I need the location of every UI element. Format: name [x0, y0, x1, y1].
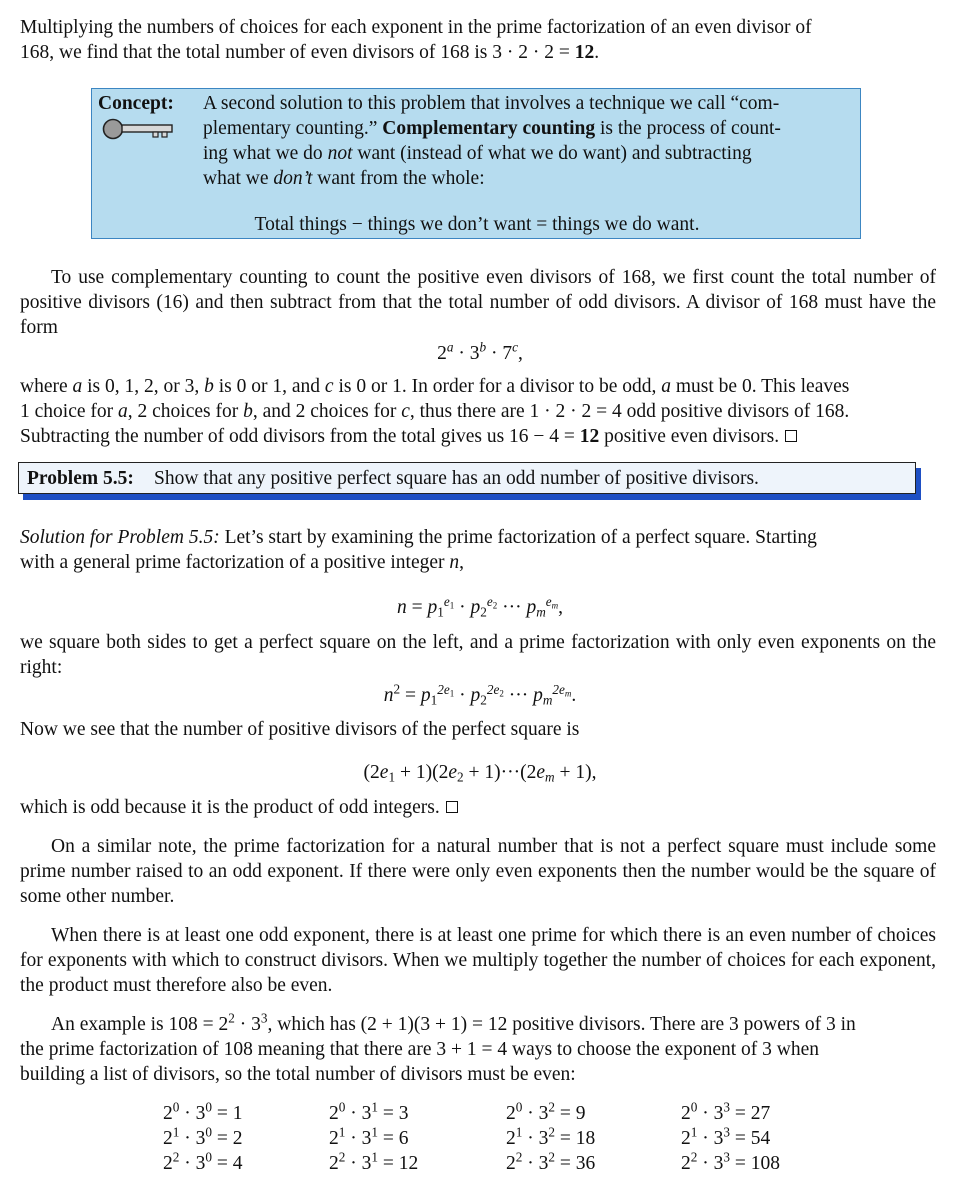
t-eq: =	[555, 1128, 576, 1149]
para1-line-2: number of positive divisors (16) and then subtract from that the total number of odd divisors. A divisor	[20, 267, 937, 313]
t-base3: 3	[361, 1103, 372, 1124]
df-exp-c: c	[512, 339, 518, 355]
t-base2: 2	[506, 1103, 516, 1124]
t-base3: 3	[195, 1128, 206, 1149]
solution-line-2	[20, 550, 936, 575]
table-cell	[681, 1151, 780, 1176]
concept-term: Complementary counting	[382, 118, 596, 139]
t-exp-a: 1	[515, 1124, 523, 1140]
eqn-p2: p	[470, 597, 481, 618]
para6-line-3: number would be the square of some other number.	[20, 861, 937, 907]
solution-var-n: n	[449, 552, 460, 573]
t-eq: =	[378, 1153, 399, 1174]
t-exp-b: 2	[548, 1124, 555, 1140]
eqn-end: ,	[558, 597, 564, 618]
p8-exp2: 3	[260, 1010, 268, 1026]
solution-paragraph	[20, 525, 936, 575]
solution-line-1-text: Let’s start by examining the prime factorization of a perfect square. Starting	[219, 527, 817, 548]
para1-line-1: To use complementary counting to count the positive even divisors of 168, we first count the total	[51, 267, 847, 288]
t-base3: 3	[538, 1103, 549, 1124]
t-base2: 2	[506, 1128, 516, 1149]
t-dot: ·	[345, 1128, 362, 1149]
t-dot: ·	[697, 1153, 714, 1174]
eqn-e1s: 1	[449, 599, 455, 610]
t-value: 1	[232, 1103, 243, 1124]
t-base3: 3	[538, 1128, 549, 1149]
divisor-count-intro: Now we see that the number of positive divisors of the perfect square is	[20, 719, 580, 740]
t-value: 108	[750, 1153, 780, 1174]
table-column-1	[163, 1101, 243, 1176]
t-dot: ·	[522, 1103, 539, 1124]
para8-line-2: the prime factorization of 108 meaning that there are 3 + 1 = 4 ways to choose the exponent of 3 when	[20, 1039, 820, 1060]
t-exp-b: 1	[371, 1099, 378, 1115]
t-dot: ·	[179, 1153, 196, 1174]
t-eq: =	[730, 1128, 751, 1149]
p2-t11: positive even divisors.	[599, 426, 780, 447]
eq2-dots: ···	[508, 685, 529, 706]
t-base3: 3	[538, 1153, 549, 1174]
eq2-pow: 2	[393, 681, 401, 697]
t-exp-a: 1	[172, 1124, 180, 1140]
p2-t5: must be 0. This leaves	[670, 376, 850, 397]
concept-emph-dont: don’t	[273, 168, 313, 189]
eqp-e1: e	[379, 762, 389, 783]
df-comma: ,	[518, 343, 523, 364]
qed-icon-2	[446, 801, 458, 813]
intro-result: 12	[574, 42, 595, 63]
p2-t3: is 0 or 1, and	[213, 376, 325, 397]
para1-line-3: of 168 must have the form	[20, 292, 936, 338]
t-exp-a: 2	[515, 1149, 523, 1165]
eq2-p1: p	[420, 685, 431, 706]
eqn-dots: ···	[502, 597, 522, 618]
para5-text: which is odd because it is the product of odd integers.	[20, 797, 440, 818]
intro-line-2: 168, we find that the total number of even divisors of 168 is 3 · 2 · 2 = 12.	[20, 42, 600, 63]
p2-t7: , 2 choices for	[127, 401, 244, 422]
t-eq: =	[212, 1153, 233, 1174]
p2-t8: , and 2 choices for	[252, 401, 402, 422]
t-eq: =	[555, 1153, 576, 1174]
t-base3: 3	[361, 1153, 372, 1174]
concept-line-2b: is the process of count-	[595, 118, 781, 139]
eq2-e1s: 1	[449, 687, 455, 698]
problem-box	[18, 462, 916, 494]
t-eq: =	[378, 1103, 399, 1124]
concept-text	[203, 91, 855, 191]
concept-box	[91, 88, 861, 239]
t-exp-b: 0	[205, 1099, 212, 1115]
p2-t1: where	[20, 376, 73, 397]
table-cell	[681, 1126, 780, 1151]
para6-line-2: include some prime number raised to an odd exponent. If there were only even exponents then the	[20, 836, 936, 882]
df-base-2: 2	[437, 343, 447, 364]
concept-line-2a: plementary counting.”	[203, 118, 383, 139]
eq2-p2: p	[470, 685, 481, 706]
eqn-e2: e	[486, 593, 493, 609]
t-exp-a: 0	[515, 1099, 523, 1115]
problem-label: Problem 5.5:	[27, 468, 134, 489]
t-exp-a: 0	[338, 1099, 346, 1115]
t-value: 12	[398, 1153, 419, 1174]
t-base3: 3	[713, 1128, 724, 1149]
concept-equation: Total things − things we don’t want = things we do want.	[254, 214, 700, 235]
t-base3: 3	[195, 1153, 206, 1174]
para2-line-1	[20, 374, 936, 399]
intro-line-2-text: 168, we find that the total number of even divisors of 168 is 3 · 2 · 2 =	[20, 42, 575, 63]
t-exp-a: 0	[690, 1099, 698, 1115]
t-base2: 2	[681, 1128, 691, 1149]
t-dot: ·	[522, 1128, 539, 1149]
concept-line-2	[203, 116, 855, 141]
eqp-t5: + 1),	[554, 762, 597, 783]
p2-t6: 1 choice for	[20, 401, 118, 422]
df-base-3: 3	[469, 343, 480, 364]
t-exp-a: 2	[690, 1149, 698, 1165]
eqn-em: e	[545, 593, 552, 609]
df-exp-a: a	[446, 339, 454, 355]
eqn-s1: 1	[437, 604, 444, 620]
intro-paragraph	[20, 15, 936, 65]
t-eq: =	[212, 1128, 233, 1149]
concept-line-1: A second solution to this problem that involves a technique we call “com-	[203, 93, 780, 114]
p2-t10: Subtracting the number of odd divisors from the total gives us 16 − 4 =	[20, 426, 580, 447]
t-value: 2	[232, 1128, 243, 1149]
solution-label: Solution for Problem 5.5:	[20, 527, 220, 548]
para7-line-2: of choices for exponents with which to construct divisors. When we multiply together the number of	[20, 925, 937, 971]
divisor-form-equation	[0, 341, 960, 366]
df-dot-1: ·	[453, 343, 470, 364]
para2-line-2	[20, 399, 936, 424]
p2-t2: is 0, 1, 2, or 3,	[82, 376, 205, 397]
solution-line-2-text: with a general prime factorization of a positive integer	[20, 552, 450, 573]
table-cell	[506, 1126, 595, 1151]
t-exp-b: 1	[371, 1149, 378, 1165]
t-value: 9	[575, 1103, 586, 1124]
table-cell	[681, 1101, 780, 1126]
table-column-3	[506, 1101, 595, 1176]
para6-line-1: On a similar note, the prime factorization for a natural number that is not a perfect square must	[51, 836, 824, 857]
t-dot: ·	[522, 1153, 539, 1174]
t-dot: ·	[697, 1128, 714, 1149]
t-exp-b: 3	[723, 1099, 730, 1115]
t-exp-b: 3	[723, 1124, 730, 1140]
t-exp-b: 1	[371, 1124, 378, 1140]
t-exp-a: 2	[338, 1149, 346, 1165]
t-exp-b: 2	[548, 1099, 555, 1115]
p2-var-c: c	[324, 376, 334, 397]
t-value: 18	[575, 1128, 596, 1149]
p2-var-a3: a	[118, 401, 128, 422]
problem-text: Show that any positive perfect square has an odd number of positive divisors.	[154, 468, 759, 489]
table-cell	[506, 1101, 595, 1126]
eq2-sm: m	[542, 692, 553, 708]
eqp-t2: + 1)(2	[395, 762, 449, 783]
eqp-sm: m	[545, 769, 555, 785]
t-dot: ·	[345, 1153, 362, 1174]
eqn-sm: m	[536, 604, 546, 620]
t-base2: 2	[506, 1153, 516, 1174]
example-paragraph	[20, 1012, 936, 1087]
t-value: 54	[750, 1128, 771, 1149]
t-eq: =	[212, 1103, 233, 1124]
t-exp-b: 0	[205, 1124, 212, 1140]
t-base2: 2	[681, 1103, 691, 1124]
eqn-ems: m	[551, 599, 559, 610]
t-dot: ·	[697, 1103, 714, 1124]
eqp-t4: (2	[520, 762, 537, 783]
key-icon	[101, 118, 175, 147]
similar-note-paragraph	[20, 834, 936, 909]
t-base3: 3	[361, 1128, 372, 1149]
square-paragraph	[20, 630, 936, 680]
divisor-count-equation	[0, 760, 960, 785]
table-cell	[329, 1151, 418, 1176]
para3-line-2: exponents on the right:	[20, 632, 937, 678]
t-base3: 3	[713, 1153, 724, 1174]
concept-line-4b: want from the whole:	[312, 168, 485, 189]
eq2-e1: 2e	[437, 681, 450, 697]
eqn-e2s: 2	[492, 599, 498, 610]
p8-exp1: 2	[228, 1010, 235, 1026]
para7-line-3: choices for each exponent, the product must therefore also be even.	[20, 950, 937, 996]
table-cell	[163, 1101, 243, 1126]
para8-line-3: building a list of divisors, so the total number of divisors must be even:	[20, 1064, 576, 1085]
factorization-equation: $n = p_1^{e_1} \cdot p_2^{e_2}$ ··· $p_m^{e_m}$,	[396, 593, 564, 620]
complementary-paragraph	[20, 265, 936, 340]
table-column-2	[329, 1101, 418, 1176]
table-cell	[163, 1126, 243, 1151]
t-base3: 3	[713, 1103, 724, 1124]
concept-line-3	[203, 141, 855, 166]
concept-line-3a: ing what we do	[203, 143, 328, 164]
eqp-dots: ···	[500, 762, 521, 783]
para8-line-1	[20, 1012, 936, 1037]
concept-emph-not: not	[327, 143, 353, 164]
t-base2: 2	[329, 1103, 339, 1124]
eq2-s1: 1	[430, 692, 438, 708]
t-base2: 2	[163, 1103, 173, 1124]
eqn-pm: p	[526, 597, 537, 618]
t-base2: 2	[163, 1128, 173, 1149]
p8-t3: , which has (2 + 1)(3 + 1) = 12 positive divisors. There are 3 powers of 3 in	[267, 1014, 856, 1035]
t-exp-b: 3	[723, 1149, 730, 1165]
eq2-em: 2e	[552, 681, 565, 697]
eqp-s2: 2	[456, 769, 464, 785]
eqp-em: e	[536, 762, 545, 783]
eq2-pm: p	[533, 685, 543, 706]
odd-exponent-paragraph	[20, 923, 936, 998]
intro-line-1: Multiplying the numbers of choices for each exponent in the prime factorization of an even divisor of	[20, 17, 812, 38]
t-value: 6	[398, 1128, 409, 1149]
p2-var-a2: a	[661, 376, 671, 397]
t-value: 4	[232, 1153, 243, 1174]
para3-line-1: we square both sides to get a perfect square on the left, and a prime factorization with only even	[20, 632, 795, 653]
square-factorization-equation: $n^2 = p_1^{2e_1} \cdot p_2^{2e_2}$ ··· $p_m^{2e_m}$.	[383, 681, 577, 708]
t-value: 36	[575, 1153, 596, 1174]
solution-comma: ,	[459, 552, 464, 573]
p2-t4: is 0 or 1. In order for a divisor to be odd,	[333, 376, 662, 397]
odd-product-line	[20, 795, 936, 820]
t-eq: =	[555, 1103, 576, 1124]
t-exp-a: 0	[172, 1099, 180, 1115]
eqp-t3: + 1)	[463, 762, 501, 783]
t-eq: =	[378, 1128, 399, 1149]
t-exp-b: 0	[205, 1149, 212, 1165]
eqn-s2: 2	[480, 604, 487, 620]
qed-icon	[785, 430, 797, 442]
table-cell	[329, 1101, 418, 1126]
eqn-lhs: n	[396, 597, 407, 618]
eq2-s2: 2	[480, 692, 487, 708]
df-base-7: 7	[502, 343, 513, 364]
t-base3: 3	[195, 1103, 206, 1124]
concept-line-4a: what we	[203, 168, 274, 189]
t-base2: 2	[163, 1153, 173, 1174]
eq2-lhs: n	[383, 685, 394, 706]
eqn-e1: e	[443, 593, 450, 609]
eq2-end: .	[571, 685, 577, 706]
eqp-t1: (2	[363, 762, 380, 783]
p2-var-a: a	[72, 376, 83, 397]
table-cell	[329, 1126, 418, 1151]
t-base2: 2	[681, 1153, 691, 1174]
eq2-equals: =	[400, 685, 421, 706]
t-base2: 2	[329, 1128, 339, 1149]
eqn-p1: p	[427, 597, 438, 618]
t-value: 27	[750, 1103, 771, 1124]
concept-line-4	[203, 166, 855, 191]
eqp-e2: e	[448, 762, 457, 783]
t-exp-a: 2	[172, 1149, 180, 1165]
df-dot-2: ·	[486, 343, 503, 364]
t-base2: 2	[329, 1153, 339, 1174]
p8-t2: · 3	[234, 1014, 261, 1035]
table-cell	[506, 1151, 595, 1176]
t-eq: =	[730, 1103, 751, 1124]
eqn-equals: =	[406, 597, 428, 618]
para2-line-3	[20, 424, 936, 449]
p8-t1: An example is 108 = 2	[51, 1014, 229, 1035]
solution-line-1	[20, 525, 936, 550]
eqp-s1: 1	[388, 769, 396, 785]
t-dot: ·	[179, 1128, 196, 1149]
para7-line-1: When there is at least one odd exponent, there is at least one prime for which there is an even number	[51, 925, 851, 946]
eq2-e2: 2e	[486, 681, 500, 697]
table-column-4	[681, 1101, 780, 1176]
t-dot: ·	[179, 1103, 196, 1124]
t-eq: =	[730, 1153, 751, 1174]
eq2-e2s: 2	[499, 687, 504, 698]
t-exp-a: 1	[690, 1124, 698, 1140]
p2-result: 12	[579, 426, 600, 447]
p2-var-b2: b	[243, 401, 253, 422]
t-exp-b: 2	[548, 1149, 555, 1165]
concept-label: Concept:	[98, 93, 174, 114]
eq2-ems: m	[564, 687, 572, 698]
p2-t9: , thus there are 1 · 2 · 2 = 4 odd positive divisors of 168.	[409, 401, 850, 422]
p2-var-c2: c	[401, 401, 410, 422]
odd-divisor-paragraph	[20, 374, 936, 449]
table-cell	[163, 1151, 243, 1176]
concept-line-3b: want (instead of what we do want) and subtracting	[352, 143, 752, 164]
df-exp-b: b	[479, 339, 487, 355]
p2-var-b: b	[204, 376, 214, 397]
t-dot: ·	[345, 1103, 362, 1124]
t-exp-a: 1	[338, 1124, 346, 1140]
t-value: 3	[398, 1103, 409, 1124]
